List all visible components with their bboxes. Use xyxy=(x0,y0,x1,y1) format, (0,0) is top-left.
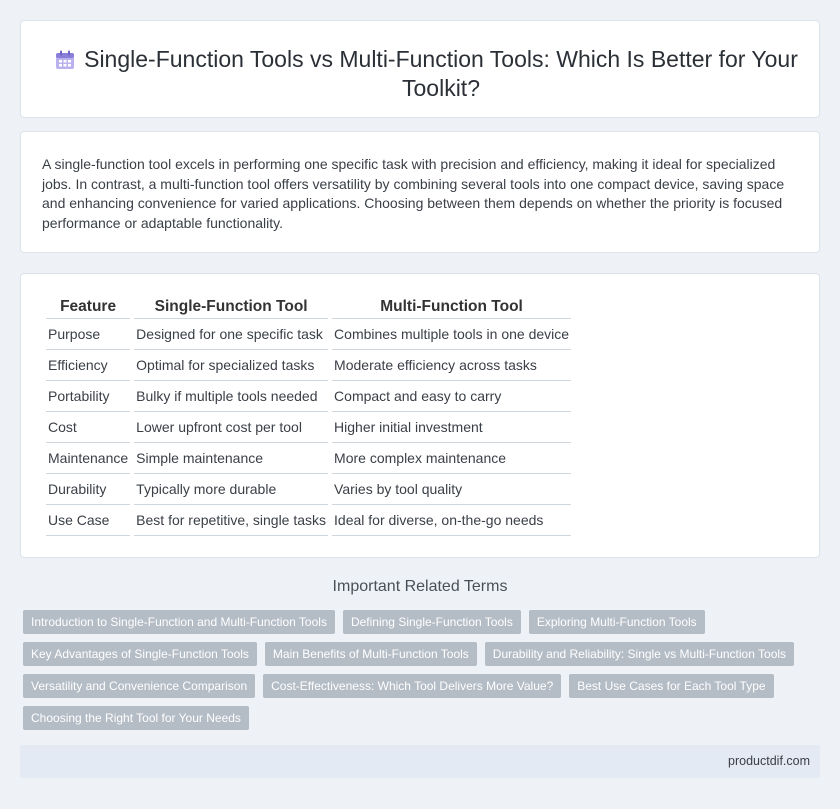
related-terms-heading: Important Related Terms xyxy=(332,578,508,595)
related-term-tag[interactable]: Introduction to Single-Function and Multi-Function Tools xyxy=(23,610,335,634)
intro-card xyxy=(20,131,820,253)
table-cell: Cost xyxy=(46,412,130,443)
related-term-tag[interactable]: Durability and Reliability: Single vs Multi-Function Tools xyxy=(485,642,794,666)
table-cell: Lower upfront cost per tool xyxy=(134,412,328,443)
table-row xyxy=(46,381,571,412)
table-cell: Optimal for specialized tasks xyxy=(134,350,328,381)
table-row xyxy=(46,350,571,381)
comparison-card xyxy=(20,273,820,558)
table-cell: Ideal for diverse, on-the-go needs xyxy=(332,505,571,536)
table-cell: More complex maintenance xyxy=(332,443,571,474)
table-cell: Simple maintenance xyxy=(134,443,328,474)
table-cell: Designed for one specific task xyxy=(134,319,328,350)
related-term-tag[interactable]: Main Benefits of Multi-Function Tools xyxy=(265,642,477,666)
table-cell: Use Case xyxy=(46,505,130,536)
table-cell: Efficiency xyxy=(46,350,130,381)
related-term-tag[interactable]: Versatility and Convenience Comparison xyxy=(23,674,255,698)
site-name[interactable]: productdif.com xyxy=(728,754,810,768)
table-cell: Moderate efficiency across tasks xyxy=(332,350,571,381)
table-cell: Durability xyxy=(46,474,130,505)
column-header: Multi-Function Tool xyxy=(332,295,571,319)
table-cell: Combines multiple tools in one device xyxy=(332,319,571,350)
intro-paragraph: A single-function tool excels in performing one specific task with precision and efficiency, making it ideal for specialized jobs. In contrast, a multi-function tool offers versatility by combining several tools into one compact device, saving space and enhancing convenience for varied applications. Choosing between them depends on whether the priority is focused performance or adaptable functionality. xyxy=(42,156,785,231)
related-term-tag[interactable]: Key Advantages of Single-Function Tools xyxy=(23,642,257,666)
related-term-tag[interactable]: Best Use Cases for Each Tool Type xyxy=(569,674,773,698)
comparison-table xyxy=(42,295,575,536)
title-card xyxy=(20,20,820,118)
table-cell: Best for repetitive, single tasks xyxy=(134,505,328,536)
related-term-tag[interactable]: Choosing the Right Tool for Your Needs xyxy=(23,706,249,730)
related-term-tag[interactable]: Defining Single-Function Tools xyxy=(343,610,521,634)
table-row xyxy=(46,474,571,505)
table-cell: Bulky if multiple tools needed xyxy=(134,381,328,412)
table-row xyxy=(46,443,571,474)
table-row xyxy=(46,505,571,536)
page-title: Single-Function Tools vs Multi-Function Tools: Which Is Better for Your Toolkit? xyxy=(84,46,798,101)
table-cell: Varies by tool quality xyxy=(332,474,571,505)
table-cell: Higher initial investment xyxy=(332,412,571,443)
table-cell: Typically more durable xyxy=(134,474,328,505)
table-row xyxy=(46,412,571,443)
table-cell: Purpose xyxy=(46,319,130,350)
column-header: Feature xyxy=(46,295,130,319)
related-term-tag[interactable]: Exploring Multi-Function Tools xyxy=(529,610,705,634)
column-header: Single-Function Tool xyxy=(134,295,328,319)
table-row xyxy=(46,319,571,350)
related-terms-list xyxy=(23,610,823,730)
table-cell: Portability xyxy=(46,381,130,412)
table-cell: Maintenance xyxy=(46,443,130,474)
footer xyxy=(20,745,820,778)
table-header-row xyxy=(46,295,571,319)
related-term-tag[interactable]: Cost-Effectiveness: Which Tool Delivers More Value? xyxy=(263,674,561,698)
table-cell: Compact and easy to carry xyxy=(332,381,571,412)
